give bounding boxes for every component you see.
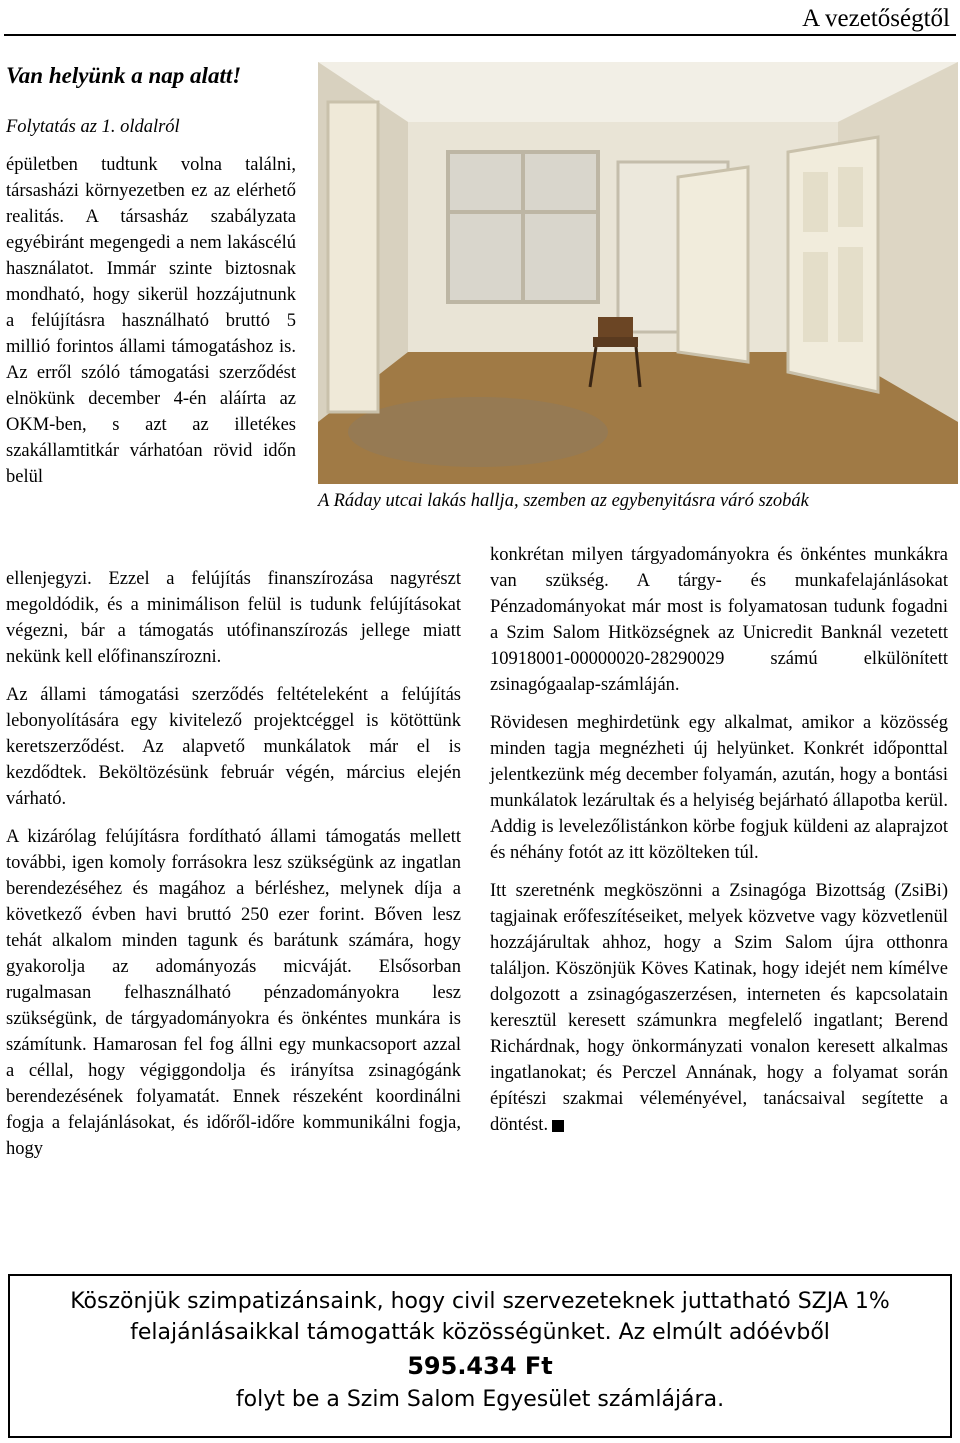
continued-note: Folytatás az 1. oldalról <box>6 117 180 137</box>
banner-line-1: Köszönjük szimpatizánsaink, hogy civil szervezeteknek juttatható SZJA 1% <box>70 1289 890 1314</box>
paragraph-2: Az állami támogatási szerződés feltételeként a felújítás lebonyolítására egy kivitelező projektcéggel is kötöttünk keretszerződést. Az alapvető munkálatok már el is kezdődtek. Beköltözésünk február végén, március elején várható. <box>6 685 461 809</box>
photo-caption: A Ráday utcai lakás hallja, szemben az egybenyitásra váró szobák <box>318 491 809 511</box>
paragraph-1-bottom: ellenjegyzi. Ezzel a felújítás finanszírozása nagyrészt megoldódik, és a minimálison felül is tudunk felújításokat végezni, bár a támogatás utófinanszírozás jellege miatt nekünk kell előfinanszírozni. <box>6 569 461 667</box>
end-mark-icon <box>552 1120 564 1132</box>
article-title: Van helyünk a nap alatt! <box>6 63 242 88</box>
page-header <box>0 0 960 36</box>
paragraph-6: Itt szeretnénk megköszönni a Zsinagóga Bizottság (ZsiBi) tagjainak erőfeszítéseiket, melyek közvetve vagy közvetlenül hozzájárultak ahhoz, hogy a Szim Salom újra otthonra találjon. Köszönjük Köves Katinak, hogy idejét nem kímélve dolgozott a zsinagógaszerzésen, interneten és kapcsolatain keresztül keresett számunkra megfelelő ingatlant; Berend Richárdnak, hogy önkormányzati vonalon keresett alkalmas ingatlanokat; és Perczel Annának, hogy a folyamat során építészi szakmai véleményével, tanácsaival segítette a döntést. <box>490 881 948 1135</box>
paragraph-5: Rövidesen meghirdetünk egy alkalmat, amikor a közösség minden tagja megnézheti új helyünket. Konkrét időponttal jelentkezünk még december folyamán, azután, hogy a bontási munkálatok lezárultak és a helyiség bejárható állapotba kerül. Addig is levelezőlistánkon körbe fogjuk küldeni az alaprajzot és néhány fotót az itt közölteken túl. <box>490 713 948 863</box>
paragraph-6-wrapper <box>490 878 948 1138</box>
header-rule <box>4 34 956 36</box>
right-column <box>490 542 948 1150</box>
left-column-top <box>6 114 296 490</box>
paragraph-4: konkrétan milyen tárgyadományokra és önkéntes munkákra van szükség. A tárgy- és munkafelajánlásokat Pénzadományokat már most is folyamatosan tudunk fogadni a Szim Salom Hitközségnek az Unicredit Banknál vezetett 10918001-00000020-28290029 számú elkülönített zsinagógaalap-számláján. <box>490 545 948 695</box>
banner-amount: 595.434 Ft <box>407 1352 553 1380</box>
banner-line-2: felajánlásaikkal támogatták közösségünket. Az elmúlt adóévből <box>130 1320 830 1345</box>
hallway-photo-illustration <box>318 62 958 484</box>
thank-you-banner <box>8 1274 952 1438</box>
banner-line-3: folyt be a Szim Salom Egyesület számlájára. <box>235 1387 725 1412</box>
room-photo <box>318 62 958 484</box>
paragraph-1-top: épületben tudtunk volna találni, társasházi környezetben ez az elérhető realitás. A társasház szabályzata egyébiránt megengedi a nem lakáscélú használatot. Immár szinte biztosnak mondható, hogy sikerül hozzájutnunk a felújításra használható bruttó 5 millió forintos állami támogatáshoz is. Az erről szóló támogatási szerződést elnökünk december 4-én aláírta az OKM-ben, s azt az illetékes szakállamtitkár várhatóan rövid időn belül <box>6 155 296 487</box>
paragraph-3: A kizárólag felújításra fordítható állami támogatás mellett további, igen komoly forrásokra lesz szükségünk az ingatlan berendezéséhez és magához a bérléshez, melynek díja a következő évben havi bruttó 250 ezer forint. Bőven lesz tehát alkalom minden tagunk és barátunk számára, hogy gyakorolja az adományozás micváját. Elsősorban rugalmasan felhasználható pénzadományokra lesz szükségünk, de tárgyadományokra és önkéntes munkára is számítunk. Hamarosan fel fog állni egy munkacsoport azzal a céllal, hogy végiggondolja és irányítsa zsinagógánk berendezésének folyamatát. Ennek részeként koordinálni fogja a felajánlásokat, és időről-időre kommunikálni fogja, hogy <box>6 827 461 1159</box>
left-column-bottom <box>6 566 461 1174</box>
section-title: A vezetőségtől <box>802 5 950 32</box>
